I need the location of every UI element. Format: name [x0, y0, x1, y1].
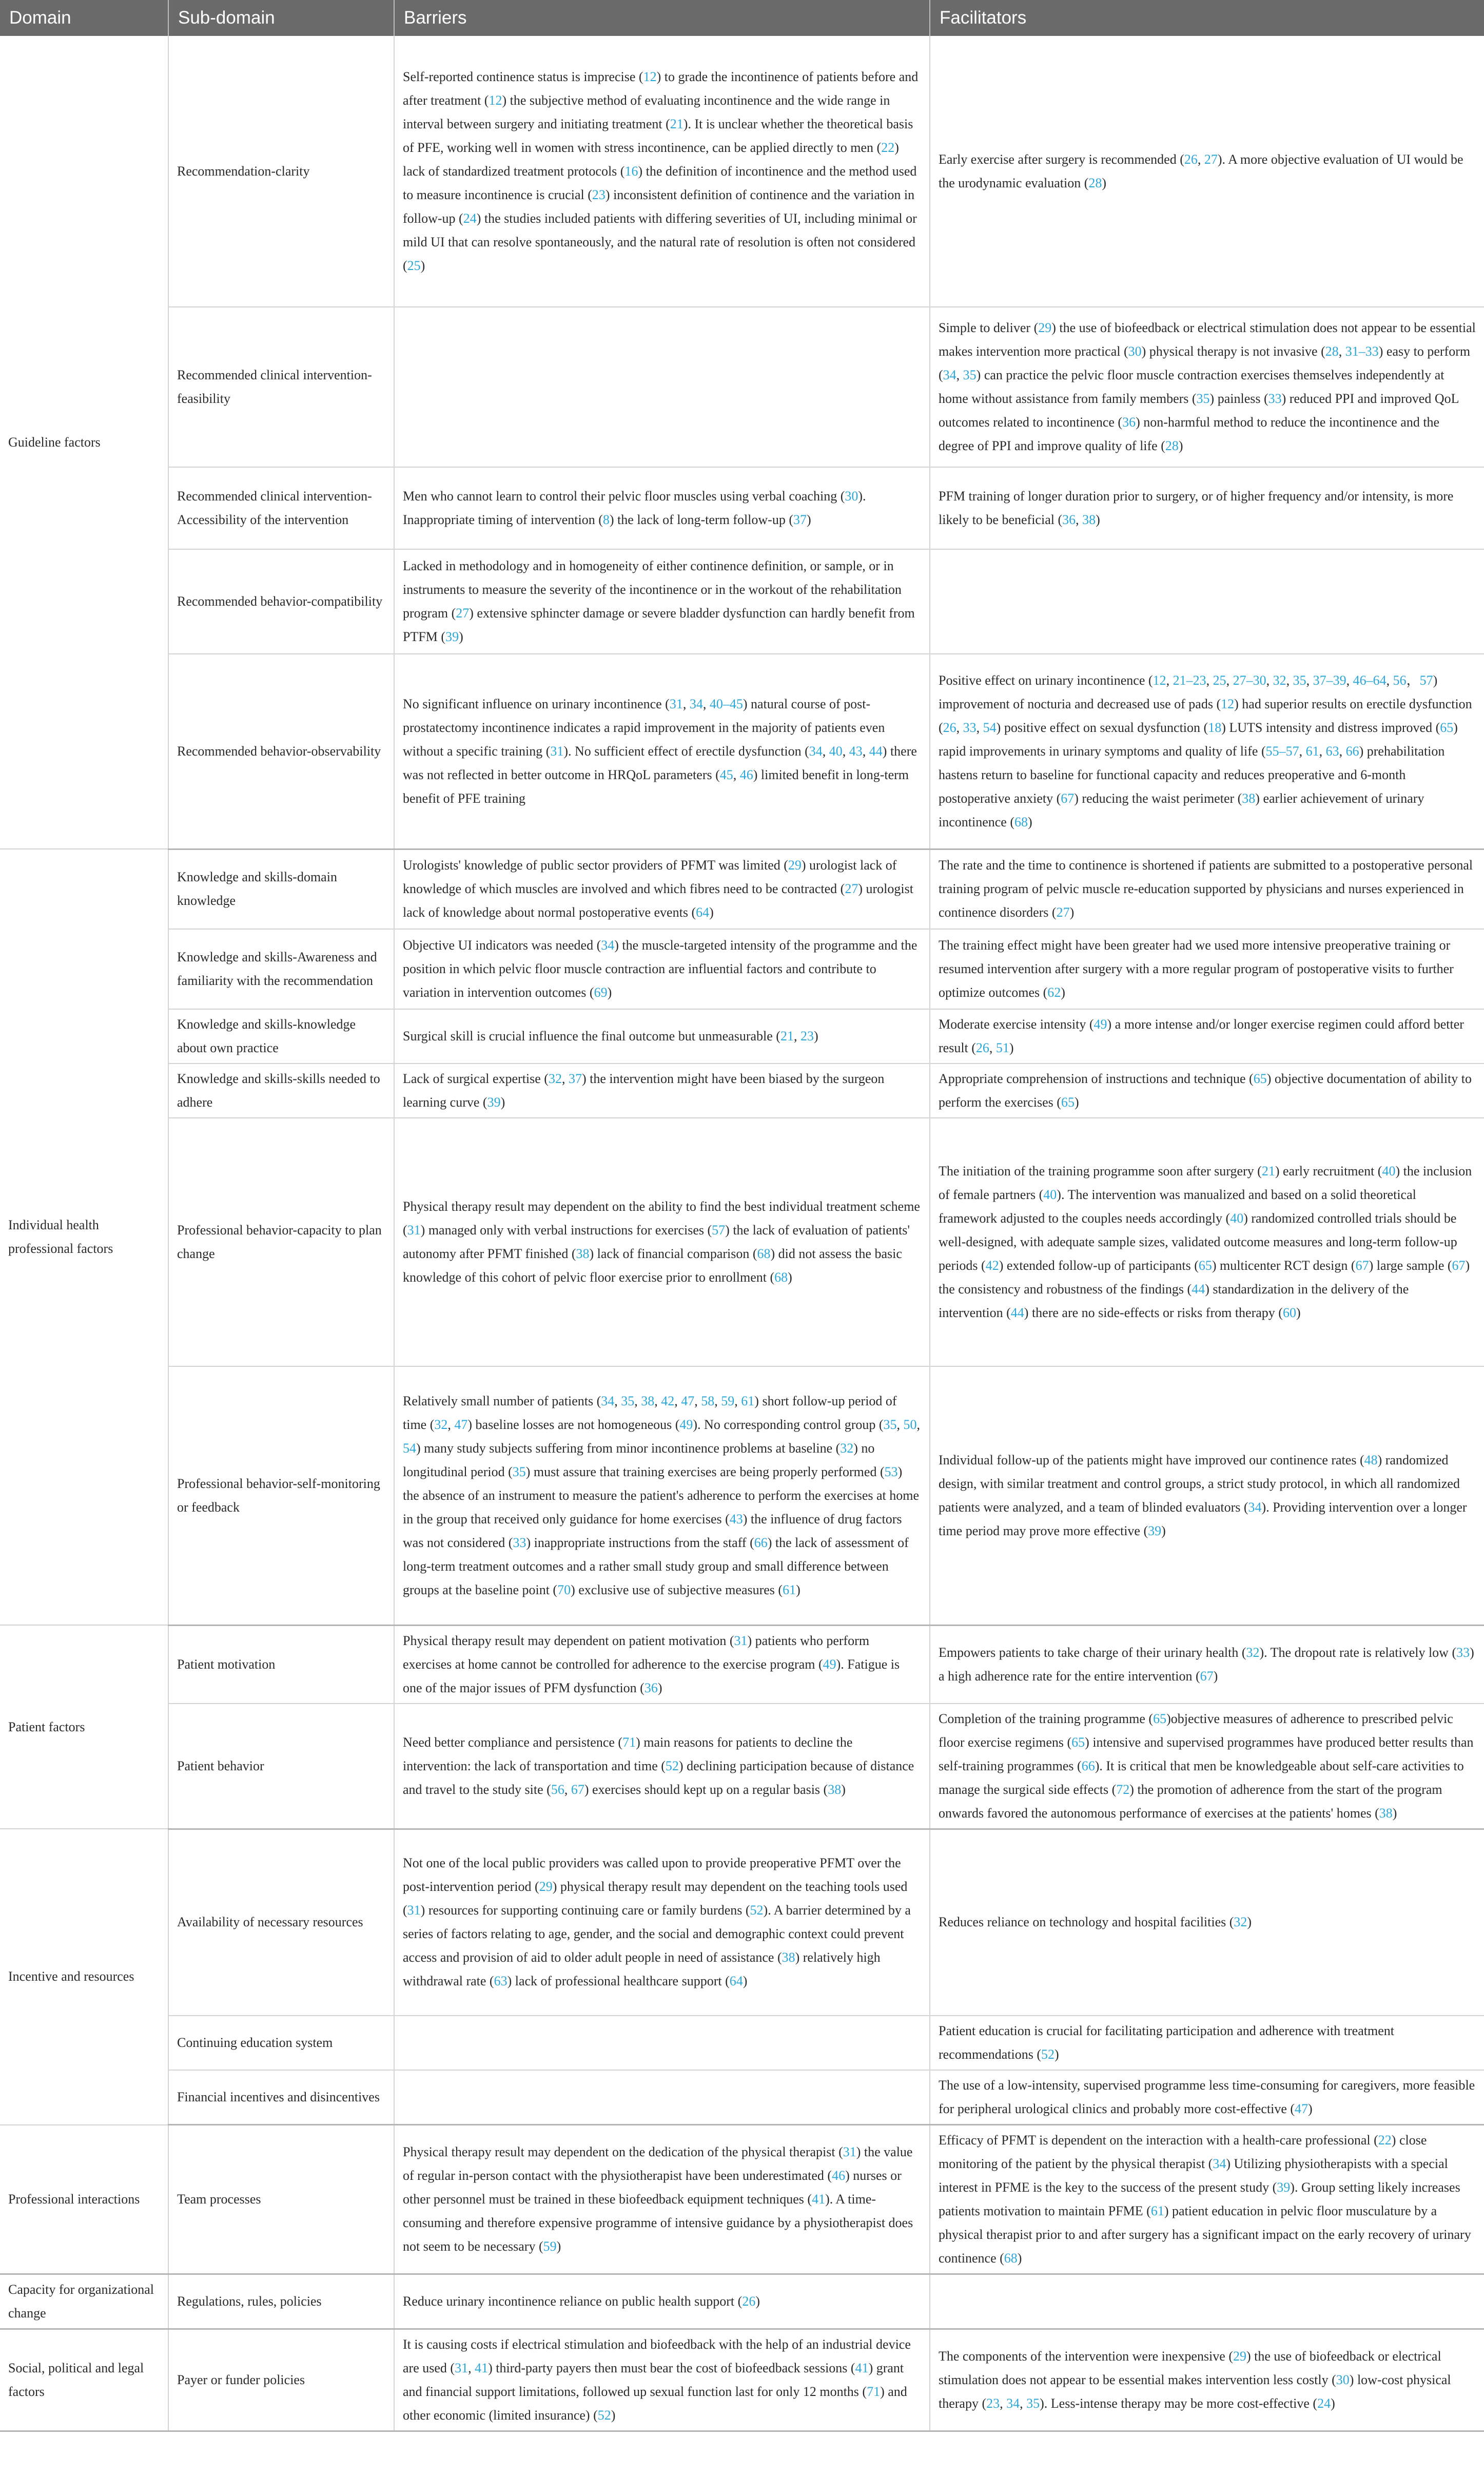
- citation-link[interactable]: 49: [679, 1417, 693, 1432]
- citation-link[interactable]: 12: [489, 92, 502, 108]
- sub-domain-cell: Recommended behavior-observability: [168, 654, 394, 849]
- citation-link[interactable]: 34: [943, 368, 956, 382]
- citation-link[interactable]: 26: [975, 1040, 989, 1055]
- citation-link[interactable]: 34: [689, 696, 703, 711]
- citation-link[interactable]: 31: [407, 1223, 421, 1238]
- citation-link[interactable]: 31: [669, 696, 683, 711]
- citation-link[interactable]: 68: [1004, 2251, 1018, 2266]
- citation-link[interactable]: 61: [783, 1582, 796, 1597]
- citation-link[interactable]: 55–57: [1265, 743, 1299, 759]
- table-row: [0, 1118, 1484, 1366]
- citation-link[interactable]: 31: [734, 1633, 748, 1648]
- citation-link[interactable]: 35: [1293, 672, 1306, 688]
- citation-link[interactable]: 70: [557, 1582, 571, 1597]
- citation-link[interactable]: 30: [1336, 2372, 1350, 2387]
- citation-link[interactable]: 34: [601, 1393, 615, 1408]
- citation-link[interactable]: 62: [1047, 985, 1061, 1000]
- sub-domain-cell: Availability of necessary resources: [168, 1829, 394, 2016]
- citation-link[interactable]: 38: [782, 1950, 795, 1965]
- table-row: [0, 1829, 1484, 2016]
- citation-link[interactable]: 52: [665, 1758, 679, 1773]
- citation-link[interactable]: 41: [855, 2361, 869, 2375]
- sub-domain-cell: Patient behavior: [168, 1704, 394, 1829]
- table-row: [0, 2274, 1484, 2329]
- citation-link[interactable]: 65: [1071, 1734, 1085, 1750]
- citation-link[interactable]: 12: [1153, 672, 1166, 688]
- citation-link[interactable]: 22: [881, 140, 895, 155]
- citation-link[interactable]: 68: [1014, 814, 1028, 829]
- citation-link[interactable]: 21–23: [1173, 672, 1206, 688]
- citation-link[interactable]: 35: [963, 368, 977, 382]
- barriers-cell: Relatively small number of patients (34, 35, 38, 42, 47, 58, 59, 61) short follow-up period of time (32, 47) baseline losses are not homogeneous (49). No corresponding control group (35, 50, 54) many study subjects suffering from minor incontinence problems at baseline (32) no longitudinal period (35) must assure that training exercises are being properly performed (53) the absence of an instrument to measure the patient's adherence to perform the exercises at home in the group that received only guidance for home exercises (43) the influence of drug factors was not considered (33) inappropriate instructions from the staff (66) the lack of assessment of long-term treatment outcomes and a rather small study group and small difference between groups at the baseline point (70) exclusive use of subjective measures (61): [394, 1366, 930, 1625]
- citation-link[interactable]: 71: [622, 1734, 636, 1750]
- citation-link[interactable]: 40–45: [709, 696, 743, 711]
- facilitators-cell: [930, 2274, 1484, 2329]
- barriers-cell: Objective UI indicators was needed (34) the muscle-targeted intensity of the programme and the position in which pelvic floor muscle contraction are influential factors and contribute to variation in intervention outcomes (69): [394, 929, 930, 1009]
- table-row: [0, 2070, 1484, 2125]
- citation-link[interactable]: 28: [1165, 438, 1179, 453]
- citation-link[interactable]: 32: [548, 1071, 562, 1086]
- citation-link[interactable]: 52: [1041, 2047, 1055, 2062]
- citation-link[interactable]: 61: [1150, 2203, 1164, 2218]
- citation-link[interactable]: 31: [550, 743, 564, 759]
- citation-link[interactable]: 25: [407, 258, 421, 273]
- sub-domain-cell: Knowledge and skills-skills needed to adhere: [168, 1064, 394, 1118]
- sub-domain-cell: Recommended behavior-compatibility: [168, 549, 394, 654]
- citation-link[interactable]: 31: [407, 1903, 421, 1918]
- citation-link[interactable]: 39: [487, 1095, 501, 1110]
- citation-link[interactable]: 32: [1234, 1915, 1247, 1930]
- citation-link[interactable]: 39: [445, 629, 459, 644]
- citation-link[interactable]: 68: [757, 1246, 771, 1261]
- citation-link[interactable]: 29: [1233, 2349, 1246, 2364]
- citation-link[interactable]: 34: [1006, 2396, 1020, 2411]
- citation-link[interactable]: 44: [869, 743, 883, 759]
- citation-link[interactable]: 23: [986, 2396, 1000, 2411]
- citation-link[interactable]: 38: [1242, 790, 1256, 806]
- table-row: [0, 1704, 1484, 1829]
- citation-link[interactable]: 39: [1148, 1523, 1162, 1538]
- citation-link[interactable]: 12: [1221, 696, 1235, 711]
- citation-link[interactable]: 46–64: [1353, 672, 1387, 688]
- citation-link[interactable]: 21: [1261, 1164, 1275, 1178]
- citation-link[interactable]: 32: [434, 1417, 448, 1432]
- citation-link[interactable]: 23: [592, 187, 606, 202]
- citation-link[interactable]: 49: [823, 1656, 836, 1672]
- citation-link[interactable]: 33: [1268, 391, 1282, 406]
- barriers-cell: Lacked in methodology and in homogeneity of either continence definition, or sample, or in instruments to measure the severity of the incontinence or in the workout of the rehabilitation program (27) extensive sphincter damage or severe bladder dysfunction can hardly benefit from PTFM (39): [394, 549, 930, 654]
- citation-link[interactable]: 38: [641, 1393, 655, 1408]
- citation-link[interactable]: 53: [884, 1464, 898, 1479]
- facilitators-cell: Simple to deliver (29) the use of biofeedback or electrical stimulation does not appear to be essential makes intervention more practical (30) physical therapy is not invasive (28, 31–33) easy to perform (34, 35) can practice the pelvic floor muscle contraction exercises themselves independently at home without assistance from family members (35) painless (33) reduced PPI and improved QoL outcomes related to incontinence (36) non-harmful method to reduce the incontinence and the degree of PPI and improve quality of life (28): [930, 307, 1484, 467]
- table-row: [0, 1009, 1484, 1064]
- citation-link[interactable]: 67: [1200, 1668, 1214, 1684]
- header-sub-domain: Sub-domain: [168, 0, 394, 36]
- citation-link[interactable]: 58: [701, 1393, 715, 1408]
- citation-link[interactable]: 66: [1081, 1758, 1095, 1773]
- citation-link[interactable]: 41: [475, 2361, 489, 2375]
- citation-link[interactable]: 59: [721, 1393, 735, 1408]
- citation-link[interactable]: 36: [1062, 512, 1076, 527]
- citation-link[interactable]: 28: [1088, 175, 1102, 190]
- citation-link[interactable]: 57: [1419, 672, 1433, 688]
- citation-link[interactable]: 72: [1116, 1782, 1130, 1797]
- citation-link[interactable]: 63: [494, 1974, 507, 1989]
- sub-domain-cell: Professional behavior-self-monitoring or feedback: [168, 1366, 394, 1625]
- citation-link[interactable]: 26: [742, 2294, 756, 2309]
- facilitators-cell: [930, 549, 1484, 654]
- sub-domain-cell: Knowledge and skills-Awareness and familiarity with the recommendation: [168, 929, 394, 1009]
- citation-link[interactable]: 43: [849, 743, 863, 759]
- citation-link[interactable]: 24: [463, 210, 477, 226]
- sub-domain-cell: Recommended clinical intervention- Accessibility of the intervention: [168, 467, 394, 549]
- table-row: [0, 2329, 1484, 2431]
- citation-link[interactable]: 65: [1440, 720, 1454, 735]
- barriers-cell: [394, 307, 930, 467]
- table-body: [0, 36, 1484, 2431]
- barriers-cell: Physical therapy result may dependent on the dedication of the physical therapist (31) the value of regular in-person contact with the physiotherapist have been underestimated (46) nurses or other personnel must be trained in these biofeedback equipment techniques (41). A time-consuming and therefore expensive programme of intensive guidance by a physiotherapist does not seem to be necessary (59): [394, 2125, 930, 2274]
- citation-link[interactable]: 16: [624, 163, 638, 179]
- citation-link[interactable]: 66: [754, 1535, 768, 1550]
- citation-link[interactable]: 40: [829, 743, 843, 759]
- citation-link[interactable]: 35: [883, 1417, 897, 1432]
- citation-link[interactable]: 43: [729, 1511, 743, 1526]
- citation-link[interactable]: 38: [828, 1782, 842, 1797]
- citation-link[interactable]: 30: [845, 489, 858, 504]
- domain-cell: Individual health professional factors: [0, 849, 168, 1625]
- barriers-cell: [394, 2016, 930, 2070]
- citation-link[interactable]: 35: [1196, 391, 1210, 406]
- barriers-cell: Self-reported continence status is imprecise (12) to grade the incontinence of patients before and after treatment (12) the subjective method of evaluating incontinence and the wide range in interval between surgery and initiating treatment (21). It is unclear whether the theoretical basis of PFE, working well in women with stress incontinence, can be applied directly to men (22) lack of standardized treatment protocols (16) the definition of incontinence and the method used to measure incontinence is crucial (23) inconsistent definition of continence and the variation in follow-up (24) the studies included patients with differing severities of UI, including minimal or mild UI that can resolve spontaneously, and the natural rate of resolution is often not considered (25): [394, 36, 930, 307]
- barriers-cell: Reduce urinary incontinence reliance on public health support (26): [394, 2274, 930, 2329]
- barriers-cell: It is causing costs if electrical stimulation and biofeedback with the help of an industrial device are used (31, 41) third-party payers then must bear the cost of biofeedback sessions (41) grant and financial support limitations, followed up sexual function last for only 12 months (71) and other economic (limited insurance) (52): [394, 2329, 930, 2431]
- citation-link[interactable]: 35: [1026, 2396, 1040, 2411]
- facilitators-cell: The training effect might have been greater had we used more intensive preoperative training or resumed intervention after surgery with a more regular program of postoperative visits to further optimize outcomes (62): [930, 929, 1484, 1009]
- citation-link[interactable]: 37–39: [1313, 672, 1346, 688]
- citation-link[interactable]: 67: [1061, 790, 1075, 806]
- citation-link[interactable]: 22: [1378, 2133, 1392, 2148]
- citation-link[interactable]: 18: [1208, 720, 1222, 735]
- facilitators-cell: The initiation of the training programme soon after surgery (21) early recruitment (40) the inclusion of female partners (40). The intervention was manualized and based on a solid theoretical framework adjusted to the couples needs accordingly (40) randomized controlled trials should be well-designed, with adequate sample sizes, validated outcome measures and long-term follow-up periods (42) extended follow-up of participants (65) multicenter RCT design (67) large sample (67) the consistency and robustness of the findings (44) standardization in the delivery of the intervention (44) there are no side-effects or risks from therapy (60): [930, 1118, 1484, 1366]
- citation-link[interactable]: 61: [741, 1393, 755, 1408]
- barriers-cell: [394, 2070, 930, 2125]
- citation-link[interactable]: 52: [597, 2408, 611, 2423]
- barriers-cell: Surgical skill is crucial influence the final outcome but unmeasurable (21, 23): [394, 1009, 930, 1064]
- citation-link[interactable]: 49: [1094, 1017, 1107, 1032]
- barriers-cell: Lack of surgical expertise (32, 37) the intervention might have been biased by the surgeon learning curve (39): [394, 1064, 930, 1118]
- facilitators-cell: Individual follow-up of the patients might have improved our continence rates (48) randomized design, with similar treatment and control groups, a strict study protocol, in which all randomized patients were analyzed, and a team of blinded evaluators (34). Providing intervention over a longer time period may prove more effective (39): [930, 1366, 1484, 1625]
- citation-link[interactable]: 8: [602, 512, 610, 527]
- citation-link[interactable]: 27: [845, 881, 858, 897]
- citation-link[interactable]: 37: [568, 1071, 582, 1086]
- citation-link[interactable]: 38: [576, 1246, 590, 1261]
- citation-link[interactable]: 27: [456, 606, 470, 621]
- citation-link[interactable]: 21: [670, 116, 684, 131]
- table-row: [0, 307, 1484, 467]
- citation-link[interactable]: 64: [729, 1974, 743, 1989]
- table-row: [0, 654, 1484, 849]
- citation-link[interactable]: 65: [1153, 1711, 1167, 1726]
- barriers-cell: No significant influence on urinary incontinence (31, 34, 40–45) natural course of post-prostatectomy incontinence indicates a rapid improvement in the majority of patients even without a specific training (31). No sufficient effect of erectile dysfunction (34, 40, 43, 44) there was not reflected in better outcome in HRQoL parameters (45, 46) limited benefit in long-term benefit of PFE training: [394, 654, 930, 849]
- citation-link[interactable]: 38: [1379, 1805, 1393, 1821]
- sub-domain-cell: Professional behavior-capacity to plan change: [168, 1118, 394, 1366]
- citation-link[interactable]: 67: [1452, 1258, 1466, 1273]
- facilitators-cell: The components of the intervention were inexpensive (29) the use of biofeedback or electrical stimulation does not appear to be essential makes intervention less costly (30) low-cost physical therapy (23, 34, 35). Less-intense therapy may be more cost-effective (24): [930, 2329, 1484, 2431]
- table-row: [0, 1064, 1484, 1118]
- citation-link[interactable]: 30: [1128, 344, 1142, 359]
- facilitators-cell: PFM training of longer duration prior to surgery, or of higher frequency and/or intensity, is more likely to be beneficial (36, 38): [930, 467, 1484, 549]
- sub-domain-cell: Recommendation-clarity: [168, 36, 394, 307]
- table-row: [0, 849, 1484, 929]
- facilitators-cell: The use of a low-intensity, supervised programme less time-consuming for caregivers, more feasible for peripheral urological clinics and probably more cost-effective (47): [930, 2070, 1484, 2125]
- facilitators-cell: Efficacy of PFMT is dependent on the interaction with a health-care professional (22) close monitoring of the patient by the physical therapist (34) Utilizing physiotherapists with a special interest in PFME is the key to the success of the present study (39). Group setting likely increases patients motivation to maintain PFME (61) patient education in pelvic floor musculature by a physical therapist prior to and after surgery has a significant impact on the early recovery of urinary continence (68): [930, 2125, 1484, 2274]
- citation-link[interactable]: 47: [1295, 2101, 1309, 2116]
- table-row: [0, 549, 1484, 654]
- citation-link[interactable]: 32: [840, 1440, 854, 1456]
- citation-link[interactable]: 69: [594, 985, 608, 1000]
- table-row: [0, 36, 1484, 307]
- citation-link[interactable]: 61: [1305, 743, 1319, 759]
- citation-link[interactable]: 67: [571, 1782, 584, 1797]
- sub-domain-cell: Payer or funder policies: [168, 2329, 394, 2431]
- citation-link[interactable]: 41: [812, 2192, 826, 2207]
- sub-domain-cell: Knowledge and skills-domain knowledge: [168, 849, 394, 929]
- header-facilitators: Facilitators: [930, 0, 1484, 36]
- sub-domain-cell: Patient motivation: [168, 1625, 394, 1704]
- citation-link[interactable]: 34: [1213, 2156, 1226, 2171]
- citation-link[interactable]: 24: [1317, 2396, 1331, 2411]
- barriers-cell: Urologists' knowledge of public sector providers of PFMT was limited (29) urologist lack of knowledge of which muscles are involved and which fibres need to be contracted (27) urologist lack of knowledge about normal postoperative events (64): [394, 849, 930, 929]
- citation-link[interactable]: 33: [963, 720, 977, 735]
- facilitators-cell: Empowers patients to take charge of their urinary health (32). The dropout rate is relatively low (33) a high adherence rate for the entire intervention (67): [930, 1625, 1484, 1704]
- citation-link[interactable]: 34: [601, 938, 615, 953]
- citation-link[interactable]: 35: [621, 1393, 635, 1408]
- citation-link[interactable]: 47: [454, 1417, 468, 1432]
- sub-domain-cell: Recommended clinical intervention-feasibility: [168, 307, 394, 467]
- citation-link[interactable]: 28: [1325, 344, 1339, 359]
- facilitators-cell: Appropriate comprehension of instructions and technique (65) objective documentation of ability to perform the exercises (65): [930, 1064, 1484, 1118]
- citation-link[interactable]: 66: [1345, 743, 1359, 759]
- citation-link[interactable]: 67: [1355, 1258, 1369, 1273]
- citation-link[interactable]: 68: [774, 1270, 788, 1285]
- citation-link[interactable]: 26: [1184, 151, 1198, 167]
- facilitators-cell: Patient education is crucial for facilitating participation and adherence with treatment recommendations (52): [930, 2016, 1484, 2070]
- barriers-cell: Men who cannot learn to control their pelvic floor muscles using verbal coaching (30). Inappropriate timing of intervention (8) the lack of long-term follow-up (37): [394, 467, 930, 549]
- domain-cell: Capacity for organizational change: [0, 2274, 168, 2329]
- barriers-cell: Need better compliance and persistence (71) main reasons for patients to decline the intervention: the lack of transportation and time (52) declining participation because of distance and travel to the study site (56, 67) exercises should kept up on a regular basis (38): [394, 1704, 930, 1829]
- citation-link[interactable]: 27: [1056, 905, 1070, 920]
- citation-link[interactable]: 65: [1061, 1095, 1075, 1110]
- citation-link[interactable]: 23: [800, 1029, 814, 1043]
- table-row: [0, 1625, 1484, 1704]
- citation-link[interactable]: 57: [712, 1223, 726, 1238]
- facilitators-cell: Positive effect on urinary incontinence (12, 21–23, 25, 27–30, 32, 35, 37–39, 46–64, 56，57) improvement of nocturia and decreased use of pads (12) had superior results on erectile dysfunction (26, 33, 54) positive effect on sexual dysfunction (18) LUTS intensity and distress improved (65) rapid improvements in urinary symptoms and quality of life (55–57, 61, 63, 66) prehabilitation hastens return to baseline for functional capacity and reduces preoperative and 6-month postoperative anxiety (67) reducing the waist perimeter (38) earlier achievement of urinary incontinence (68): [930, 654, 1484, 849]
- citation-link[interactable]: 29: [788, 858, 802, 873]
- citation-link[interactable]: 33: [1456, 1645, 1470, 1660]
- citation-link[interactable]: 56: [1393, 672, 1407, 688]
- sub-domain-cell: Team processes: [168, 2125, 394, 2274]
- citation-link[interactable]: 44: [1192, 1282, 1205, 1297]
- facilitators-cell: The rate and the time to continence is shortened if patients are submitted to a postoperative personal training program of pelvic muscle re-education supported by physicians and nurses experienced in continence disorders (27): [930, 849, 1484, 929]
- header-row: [0, 0, 1484, 36]
- facilitators-cell: Moderate exercise intensity (49) a more intense and/or longer exercise regimen could afford better result (26, 51): [930, 1009, 1484, 1064]
- citation-link[interactable]: 50: [903, 1417, 917, 1432]
- facilitators-cell: Reduces reliance on technology and hospital facilities (32): [930, 1829, 1484, 2016]
- sub-domain-cell: Continuing education system: [168, 2016, 394, 2070]
- citation-link[interactable]: 27–30: [1233, 672, 1266, 688]
- citation-link[interactable]: 35: [512, 1464, 526, 1479]
- citation-link[interactable]: 29: [539, 1879, 553, 1894]
- citation-link[interactable]: 44: [1010, 1305, 1024, 1320]
- sub-domain-cell: Financial incentives and disincentives: [168, 2070, 394, 2125]
- barriers-cell: Not one of the local public providers was called upon to provide preoperative PFMT over the post-intervention period (29) physical therapy result may dependent on the teaching tools used (31) resources for supporting continuing care or family burdens (52). A barrier determined by a series of factors relating to age, gender, and the social and demographic context could prevent access and provision of aid to older adult people in need of assistance (38) relatively high withdrawal rate (63) lack of professional healthcare support (64): [394, 1829, 930, 2016]
- table-row: [0, 929, 1484, 1009]
- citation-link[interactable]: 65: [1198, 1258, 1212, 1273]
- citation-link[interactable]: 40: [1043, 1187, 1057, 1202]
- domain-cell: Social, political and legal factors: [0, 2329, 168, 2431]
- citation-link[interactable]: 34: [1248, 1499, 1262, 1515]
- citation-link[interactable]: 12: [643, 69, 657, 84]
- citation-link[interactable]: 29: [1038, 320, 1052, 335]
- citation-link[interactable]: 54: [403, 1440, 416, 1456]
- table-row: [0, 467, 1484, 549]
- citation-link[interactable]: 32: [1246, 1645, 1260, 1660]
- barriers-cell: Physical therapy result may dependent on patient motivation (31) patients who perform exercises at home cannot be controlled for adherence to the exercise program (49). Fatigue is one of the major issues of PFM dysfunction (36): [394, 1625, 930, 1704]
- citation-link[interactable]: 51: [995, 1040, 1009, 1055]
- citation-link[interactable]: 48: [1364, 1452, 1378, 1467]
- citation-link[interactable]: 52: [750, 1903, 764, 1918]
- citation-link[interactable]: 21: [780, 1029, 794, 1043]
- header-barriers: Barriers: [394, 0, 930, 36]
- table-row: [0, 2016, 1484, 2070]
- citation-link[interactable]: 32: [1273, 672, 1286, 688]
- domain-cell: Professional interactions: [0, 2125, 168, 2274]
- citation-link[interactable]: 37: [793, 512, 807, 527]
- citation-link[interactable]: 47: [681, 1393, 695, 1408]
- citation-link[interactable]: 31–33: [1345, 344, 1379, 359]
- citation-link[interactable]: 56: [551, 1782, 564, 1797]
- facilitators-cell: Early exercise after surgery is recommended (26, 27). A more objective evaluation of UI would be the urodynamic evaluation (28): [930, 36, 1484, 307]
- citation-link[interactable]: 40: [1230, 1211, 1244, 1226]
- table-row: [0, 1366, 1484, 1625]
- domain-cell: Incentive and resources: [0, 1829, 168, 2125]
- citation-link[interactable]: 65: [1253, 1071, 1267, 1086]
- citation-link[interactable]: 59: [543, 2239, 557, 2254]
- citation-link[interactable]: 31: [843, 2144, 856, 2159]
- citation-link[interactable]: 42: [661, 1393, 675, 1408]
- citation-link[interactable]: 38: [1082, 512, 1096, 527]
- citation-link[interactable]: 34: [809, 743, 823, 759]
- citation-link[interactable]: 25: [1213, 672, 1226, 688]
- citation-link[interactable]: 27: [1204, 151, 1218, 167]
- citation-link[interactable]: 31: [455, 2361, 468, 2375]
- barriers-cell: Physical therapy result may dependent on the ability to find the best individual treatment scheme (31) managed only with verbal instructions for exercises (57) the lack of evaluation of patients' autonomy after PFMT finished (38) lack of financial comparison (68) did not assess the basic knowledge of this cohort of pelvic floor exercise prior to enrollment (68): [394, 1118, 930, 1366]
- citation-link[interactable]: 36: [644, 1680, 658, 1695]
- domain-cell: Patient factors: [0, 1625, 168, 1829]
- table-row: [0, 2125, 1484, 2274]
- citation-link[interactable]: 46: [832, 2168, 846, 2183]
- citation-link[interactable]: 39: [1277, 2180, 1291, 2195]
- sub-domain-cell: Regulations, rules, policies: [168, 2274, 394, 2329]
- citation-link[interactable]: 26: [943, 720, 956, 735]
- citation-link[interactable]: 46: [739, 767, 753, 782]
- domain-cell: Guideline factors: [0, 36, 168, 849]
- sub-domain-cell: Knowledge and skills-knowledge about own practice: [168, 1009, 394, 1064]
- citation-link[interactable]: 54: [983, 720, 997, 735]
- facilitators-cell: Completion of the training programme (65)objective measures of adherence to prescribed pelvic floor exercise regimens (65) intensive and supervised programmes have produced better results than self-training programmes (66). It is critical that men be knowledgeable about self-care activities to manage the surgical side effects (72) the promotion of adherence from the start of the program onwards favored the autonomous performance of exercises at the patients' homes (38): [930, 1704, 1484, 1829]
- citation-link[interactable]: 71: [867, 2384, 881, 2399]
- citation-link[interactable]: 36: [1122, 415, 1136, 430]
- citation-link[interactable]: 60: [1282, 1305, 1296, 1320]
- citation-link[interactable]: 64: [696, 905, 710, 920]
- citation-link[interactable]: 42: [985, 1258, 999, 1273]
- header-domain: Domain: [0, 0, 168, 36]
- citation-link[interactable]: 45: [719, 767, 733, 782]
- citation-link[interactable]: 63: [1325, 743, 1339, 759]
- citation-link[interactable]: 40: [1382, 1164, 1396, 1178]
- citation-link[interactable]: 33: [513, 1535, 526, 1550]
